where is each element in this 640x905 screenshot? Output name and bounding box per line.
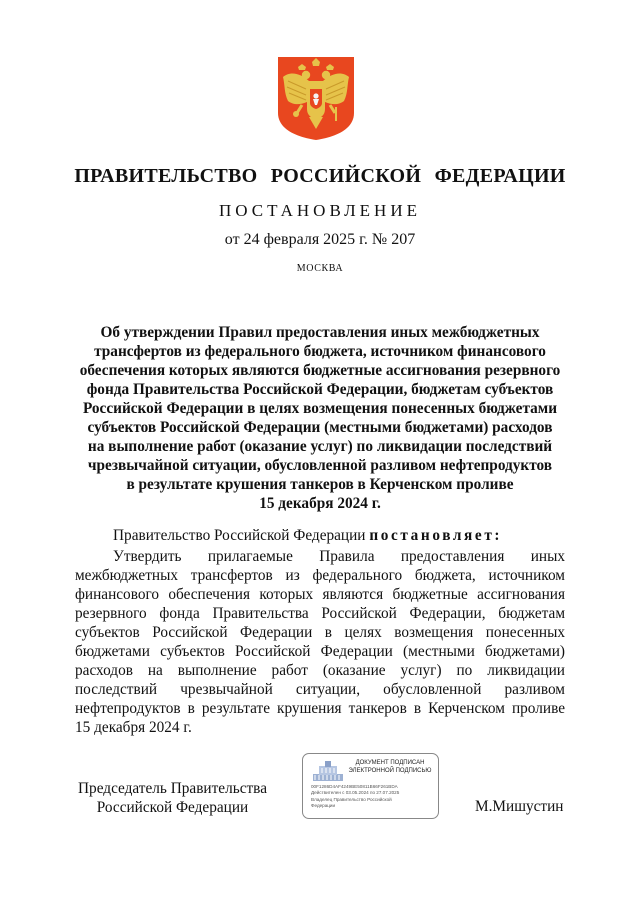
heading-line: 15 декабря 2024 г. <box>259 495 381 512</box>
heading-line: Об утверждении Правил предоставления иных межбюджетных <box>100 324 540 341</box>
government-title: ПРАВИТЕЛЬСТВО РОССИЙСКОЙ ФЕДЕРАЦИИ <box>74 165 566 187</box>
heading-line: чрезвычайной ситуации, обусловленной разливом нефтепродуктов <box>87 457 553 474</box>
body-line: резервного фонда Правительства Российской Федерации, бюджетам <box>75 605 565 622</box>
decree-keyword: постановляет: <box>369 527 503 544</box>
body-line: Утвердить прилагаемые Правила предоставления иных <box>113 548 565 565</box>
document-city: МОСКВА <box>296 263 344 274</box>
heading-line: трансфертов из федерального бюджета, источником финансового <box>94 343 546 360</box>
heading-line: обеспечения которых являются бюджетные ассигнования резервного <box>79 362 561 379</box>
stamp-details <box>311 784 399 810</box>
body-line: субъектов Российской Федерации в целях возмещения понесенных <box>75 624 565 641</box>
heading-line: на выполнение работ (оказание услуг) по ликвидации последствий <box>87 438 553 455</box>
heading-line: субъектов Российской Федерации (местными бюджетами) расходов <box>87 419 553 436</box>
heading-line: Российской Федерации в целях возмещения понесенных бюджетами <box>82 400 558 417</box>
heading-line: в результате крушения танкеров в Керченском проливе <box>126 476 514 493</box>
stamp-title-line: ДОКУМЕНТ ПОДПИСАН <box>355 760 425 766</box>
signatory-name: М.Мишустин <box>475 798 564 815</box>
signatory-position <box>75 779 270 817</box>
decree-intro-text: Правительство Российской Федерации <box>113 527 366 544</box>
document-type: ПОСТАНОВЛЕНИЕ <box>218 201 421 220</box>
electronic-signature-stamp <box>302 753 439 819</box>
decree-intro <box>113 527 502 545</box>
heading-line: фонда Правительства Российской Федерации, бюджетам субъектов <box>86 381 554 398</box>
stamp-owner: Федерации <box>311 803 336 809</box>
government-building-icon <box>311 760 345 782</box>
signatory-position-line: Российской Федерации <box>96 799 249 816</box>
body-line: бюджетами субъектов Российской Федерации (местными бюджетами) <box>75 643 565 660</box>
body-line: межбюджетных трансфертов из федерального бюджета, источником <box>75 567 565 584</box>
body-line: финансового обеспечения которых являются бюджетные ассигнования <box>75 586 565 603</box>
body-line: 15 декабря 2024 г. <box>75 719 192 736</box>
body-line: нефтепродуктов в результате крушения танкеров в Керченском проливе <box>75 700 565 717</box>
russian-coat-of-arms-icon <box>276 55 356 141</box>
stamp-title <box>347 759 433 775</box>
stamp-certificate: 00F1286D4AF4249BE50811B66F261BDA <box>311 784 398 789</box>
body-line: расходов на выполнение работ (оказание услуг) по ликвидации <box>75 662 565 679</box>
stamp-owner: Владелец Правительство Российской <box>311 796 392 802</box>
signatory-position-line: Председатель Правительства <box>78 780 267 797</box>
stamp-title-line: ЭЛЕКТРОННОЙ ПОДПИСЬЮ <box>348 768 432 774</box>
body-line: последствий чрезвычайной ситуации, обусловленной разливом <box>75 681 565 698</box>
document-date-number: от 24 февраля 2025 г. № 207 <box>224 231 416 248</box>
stamp-validity: Действителен с 03.05.2024 по 27.07.2025 <box>311 790 400 796</box>
document-heading <box>75 323 565 513</box>
